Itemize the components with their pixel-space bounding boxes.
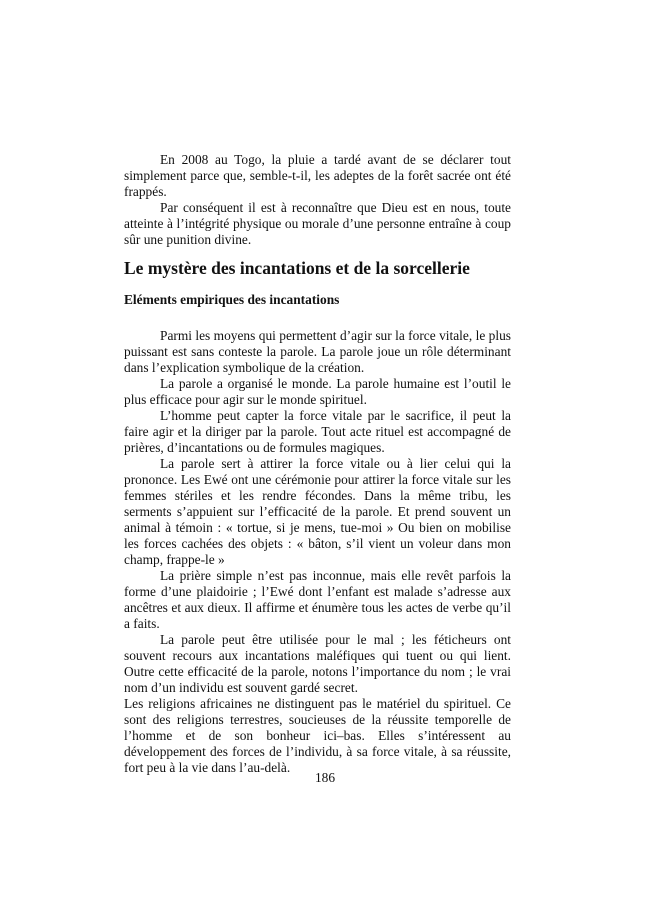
subsection-heading-block [124,292,511,308]
body-text [124,328,511,776]
subsection-heading: Eléments empiriques des incantations [124,292,340,307]
paragraph: La parole peut être utilisée pour le mal ; les féticheurs ont souvent recours aux incantations maléfiques qui tuent ou qui lient. Outre cette efficacité de la parole, notons l’importance du nom ; le vrai nom d’un individu est souvent gardé secret. [124,632,511,695]
paragraph: Les religions africaines ne distinguent pas le matériel du spirituel. Ce sont des religions terrestres, soucieuses de la réussite temporelle de l’homme et de son bonheur ici–bas. Elles s’intéressent au développement des forces de l’individu, à sa force vitale, à sa réussite, fort peu à la vie dans l’au-delà. [124,696,511,775]
paragraph: Parmi les moyens qui permettent d’agir sur la force vitale, le plus puissant est sans conteste la parole. La parole joue un rôle déterminant dans l’explication symbolique de la création. [124,328,511,375]
page-number: 186 [314,770,336,785]
section-heading-block [124,258,511,278]
intro-text [124,152,511,248]
paragraph: La prière simple n’est pas inconnue, mais elle revêt parfois la forme d’une plaidoirie ; l’Ewé dont l’enfant est malade s’adresse aux ancêtres et aux dieux. Il affirme et énumère tous les actes de verbe qu’il a faits. [124,568,511,631]
paragraph: L’homme peut capter la force vitale par le sacrifice, il peut la faire agir et la diriger par la parole. Tout acte rituel est accompagné de prières, d’incantations ou de formules magiques. [124,408,511,455]
paragraph: Par conséquent il est à reconnaître que Dieu est en nous, toute atteinte à l’intégrité physique ou morale d’une personne entraîne à coup sûr une punition divine. [124,200,511,247]
paragraph: En 2008 au Togo, la pluie a tardé avant de se déclarer tout simplement parce que, semble-t-il, les adeptes de la forêt sacrée ont été frappés. [124,152,511,199]
section-heading: Le mystère des incantations et de la sorcellerie [124,258,470,278]
paragraph: La parole a organisé le monde. La parole humaine est l’outil le plus efficace pour agir sur le monde spirituel. [124,376,511,407]
paragraph: La parole sert à attirer la force vitale ou à lier celui qui la prononce. Les Ewé ont une cérémonie pour attirer la force vitale sur les femmes stériles et les rendre fécondes. Dans la même tribu, les serments s’appuient sur l’efficacité de la parole. Et prend souvent un animal à témoin : « tortue, si je mens, tue-moi » Ou bien on mobilise les forces cachées des objets : « bâton, s’il vient un voleur dans mon champ, frappe-le » [124,456,511,567]
